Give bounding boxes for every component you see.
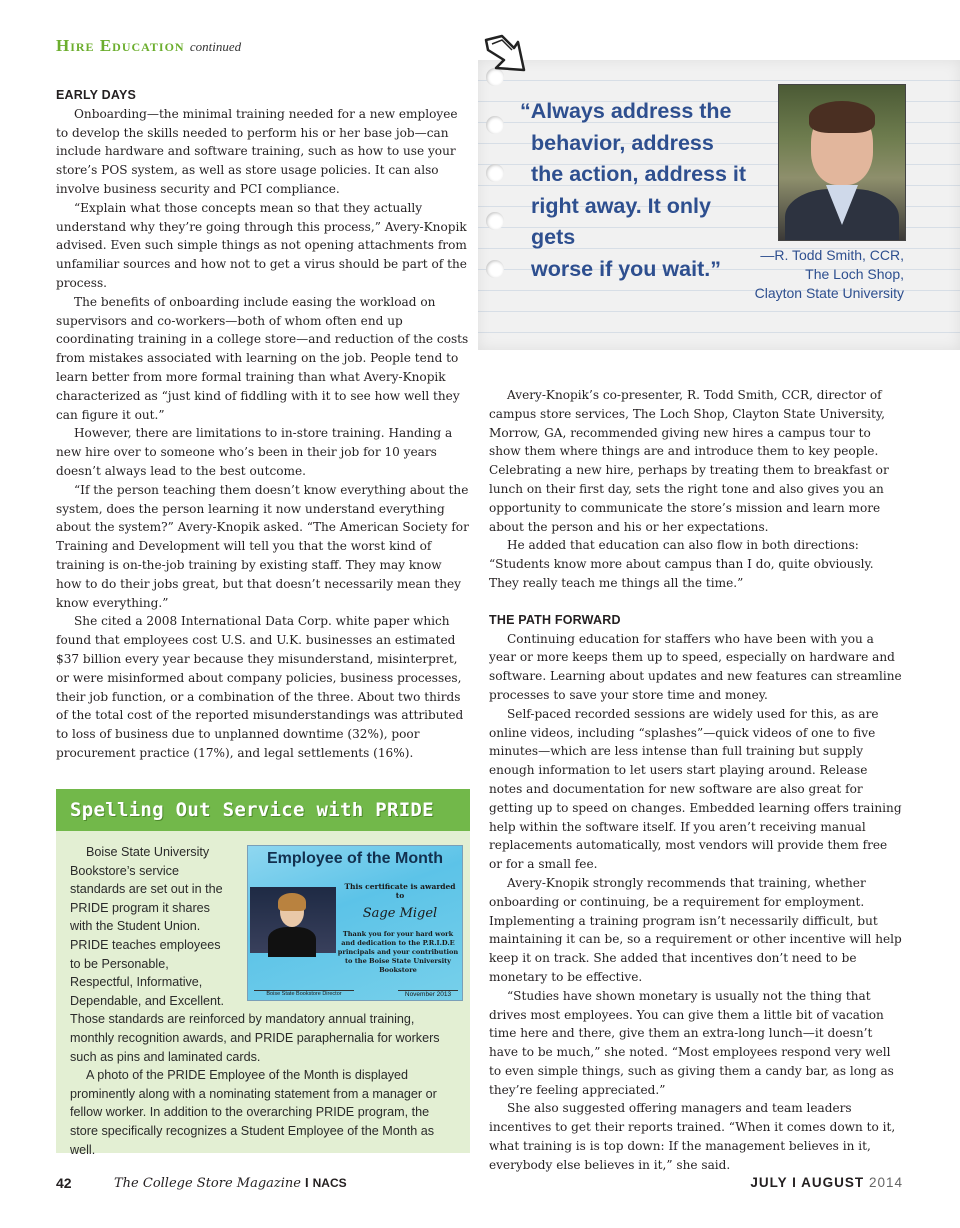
certificate-photo [250,887,336,953]
hole-icon [486,164,504,182]
hole-icon [486,212,504,230]
sidebar-line: with the Student Union. [70,919,201,934]
photo-body [268,927,316,957]
sidebar-line: PRIDE program it shares [70,900,210,915]
attribution-line: The Loch Shop, [805,266,904,282]
left-column [56,86,470,763]
sidebar-line: Boise State University [86,845,210,859]
certificate-name: Sage Migel [362,906,438,921]
paragraph: Avery-Knopik strongly recommends that training, whether onboarding or continuing, be a requirement for employment. Implementing a training program isn’t necessarily difficult, but maintaining it can be, so a requirement or other incentive will help keep it on track. She added that incentives don’t need to be monetary to be effective. [489,875,902,984]
sidebar-line: PRIDE teaches employees [70,937,221,952]
paragraph: “Explain what those concepts mean so that they actually understand why they’re going through this process,” Avery-Knopik advised. Even such simple things as not opening attachments from unfamiliar sources and how not to get a virus should be part of the process. [56,200,467,290]
paragraph: “If the person teaching them doesn’t know everything about the system, does the person learning it now understand everything about the system?” Avery-Knopik asked. “The American Society for Training and Development will tell you that the worst kind of training is on-the-job training by existing staff. They may know how to do their jobs great, but that doesn’t necessarily mean they know everything.” [56,482,469,610]
sidebar-paragraph: A photo of the PRIDE Employee of the Month is displayed prominently along with a nominating statement from a manager or fellow worker. In addition to the overarching PRIDE program, the store specifically recognizes a Student Employee of the Month as well. [70,1068,437,1157]
sidebar-paragraph: Those standards are reinforced by mandatory annual training, monthly recognition awards, and PRIDE paraphernalia for workers such as pins and laminated cards. [70,1012,440,1064]
paragraph: Avery-Knopik’s co-presenter, R. Todd Smith, CCR, director of campus store services, The Loch Shop, Clayton State University, Morrow, GA, recommended giving new hires a campus tour to show them where things are and introduce them to key people. Celebrating a new hire, perhaps by treating them to breakfast or lunch on their first day, sets the right tone and also gives you an opportunity to communicate the store’s mission and learn more about the person and his or her expectations. [489,388,889,534]
employee-certificate [247,845,463,1001]
pull-quote-line: worse if you wait.” [531,256,721,281]
org-name: NACS [312,1176,347,1190]
hole-icon [486,116,504,134]
sidebar-intro [70,843,240,1010]
certificate-date: November 2013 [398,990,458,998]
continued-label: continued [189,39,242,54]
section-header [56,36,241,56]
paragraph: He added that education can also flow in both directions: “Students know more about campus than I do, quite obviously. They really teach me things all the time.” [489,538,874,590]
paragraph: “Studies have shown monetary is usually not the thing that drives most employees. You can give them a little bit of vacation time here and there, give them an extra-long lunch—it doesn’t have to be much,” she noted. “Most employees respond very well to even simple things, such as giving them a candy bar, as long as they’re feeling appreciated.” [489,988,894,1097]
certificate-heading: Employee of the Month [267,850,443,867]
attribution-line: —R. Todd Smith, CCR, [760,247,904,263]
photo-hair [809,101,875,133]
paragraph: The benefits of onboarding include easing the workload on supervisors and co-workers—both of whom often end up coordinating training in a college store—and reduction of the costs from mistakes associated with learning on the job. People tend to learn better from more formal training than what Avery-Knopik characterized as “just kind of fiddling with it to see how well they can figure it out.” [56,294,469,422]
arrow-icon [480,30,530,78]
paragraph: She cited a 2008 International Data Corp. white paper which found that employees cost U.S. and U.K. businesses an estimated $37 billion every year because they misunderstand, misinterpret, or were misinformed about company policies, business processes, their job function, or a combination of the three. About two thirds of the total cost of the reported misunderstandings was attributed to loss of business due to unplanned downtime (32%), poor procurement practice (17%), and legal settlements (16%). [56,614,464,760]
paragraph: She also suggested offering managers and team leaders incentives to get their reports trained. “When it comes down to it, what training is is top down: If the management believes in it, everybody else believes in it,” she said. [489,1101,896,1172]
page-number: 42 [56,1175,72,1191]
section-title: Hire Education [56,36,185,55]
sidebar-line: Bookstore’s service [70,863,179,878]
sidebar-line: Dependable, and Excellent. [70,993,225,1008]
pull-quote-line: right away. It only gets [531,193,711,250]
pull-quote-line: behavior, address [531,130,714,155]
certificate-signature: Boise State Bookstore Director [254,990,354,997]
sidebar-title: Spelling Out Service with PRIDE [56,789,470,831]
photo-hair [278,893,306,911]
issue-date [750,1175,903,1190]
paragraph: However, there are limitations to in-store training. Handing a new hire over to someone who’s been in their job for 10 years doesn’t always lead to the best outcome. [56,426,453,478]
right-column [489,386,903,1175]
pull-quote-line: the action, address it [531,162,747,187]
issue-year: 2014 [868,1175,903,1190]
magazine-name [114,1175,347,1191]
paragraph: Self-paced recorded sessions are widely used for this, as are online videos, including “splashes”—quick videos of one to five minutes—which are less intense than full training but supply enough information to let users start playing around. Release notes and documentation for new software are also great for getting up to speed on changes. Embedded learning offers training help within the software itself. If you aren’t receiving manual replacements automatically, most vendors will provide them free or for a small fee. [489,706,902,872]
heading-path-forward: THE PATH FORWARD [489,612,621,627]
sidebar-line: standards are set out in the [70,882,223,897]
portrait-photo [778,84,906,241]
quote-attribution [700,246,904,303]
attribution-line: Clayton State University [754,285,904,301]
pull-quote-line: “Always address the [520,99,732,123]
paragraph: Continuing education for staffers who have been with you a year or more keeps them up to speed, especially on hardware and software. Learning about updates and new features can streamline processes to save your store time and money. [489,631,902,702]
sidebar-line: Respectful, Informative, [70,975,203,990]
issue-months: JULY I AUGUST [750,1175,865,1190]
binder-holes [486,68,508,338]
heading-early-days: EARLY DAYS [56,88,137,102]
paragraph: Onboarding—the minimal training needed for a new employee to develop the skills needed to perform his or her base job—can include hardware and software training, such as how to use your store’s POS system, as well as store usage policies. It can also involve business security and PCI compliance. [56,106,458,196]
magazine-title: The College Store Magazine [114,1176,302,1191]
separator: I [305,1175,309,1190]
hole-icon [486,260,504,278]
certificate-thanks: Thank you for your hard work and dedication to the P.R.I.D.E principals and your contribution to the Boise State University Bookstore [337,930,459,974]
sidebar-line: to be Personable, [70,956,169,971]
certificate-awarded: This certificate is awarded to [344,882,456,900]
